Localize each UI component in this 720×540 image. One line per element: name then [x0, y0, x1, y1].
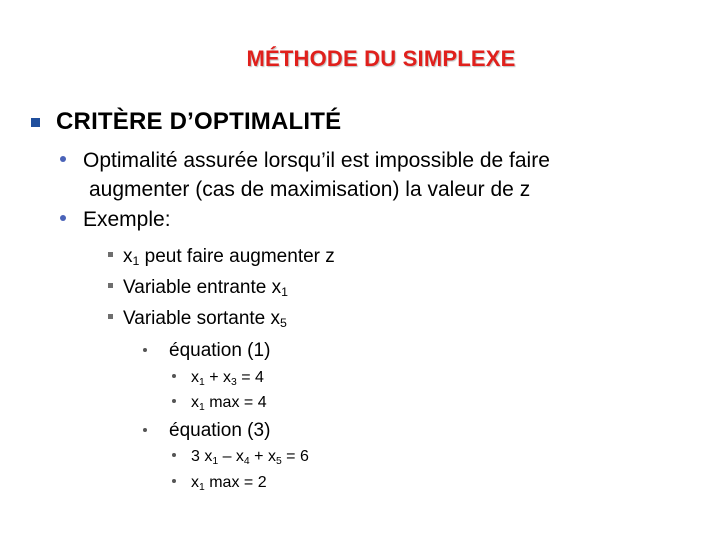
bullet-point-1 [60, 149, 550, 173]
square-bullet-icon [108, 283, 113, 288]
point1-line1: Optimalité assurée lorsqu’il est impossible de faire [83, 149, 550, 172]
slide-title: MÉTHODE DU SIMPLEXE [246, 46, 516, 71]
dot-bullet-icon [172, 399, 176, 403]
dot-bullet-icon [143, 428, 147, 432]
equation-1-label-row [143, 340, 270, 362]
equation-3-label: équation (3) [169, 420, 271, 441]
sub2-text: Variable entrante $x_1$ [123, 277, 288, 299]
square-bullet-icon [108, 252, 113, 257]
equation-3-line-2 [172, 474, 267, 492]
point2-text: Exemple: [83, 208, 171, 231]
equation-1-line-1-text: $x_1 + x_3 = 4$ [191, 369, 264, 388]
dot-bullet-icon [143, 348, 147, 352]
equation-1-line-1 [172, 369, 264, 387]
dot-bullet-icon [60, 215, 66, 221]
square-bullet-icon [108, 314, 113, 319]
point1-line2: augmenter (cas de maximisation) la valeur de z [89, 178, 531, 201]
section-heading [31, 108, 341, 136]
equation-3-line-2-text: $x_1$ max = 2 [191, 474, 267, 493]
sub-bullet-2 [108, 277, 288, 299]
sub1-text: $x_1$ peut faire augmenter z [123, 246, 335, 268]
square-bullet-icon [31, 118, 40, 127]
sub-bullet-3 [108, 308, 287, 330]
equation-3-label-row [143, 420, 270, 442]
dot-bullet-icon [172, 479, 176, 483]
dot-bullet-icon [60, 156, 66, 162]
dot-bullet-icon [172, 374, 176, 378]
dot-bullet-icon [172, 453, 176, 457]
equation-1-label: équation (1) [169, 340, 271, 361]
equation-3-line-1 [172, 448, 309, 466]
equation-1-line-2-text: $x_1$ max = 4 [191, 394, 267, 413]
heading-text: CRITÈRE D’OPTIMALITÉ [56, 108, 342, 135]
equation-1-line-2 [172, 394, 267, 412]
sub-bullet-1 [108, 246, 335, 268]
bullet-point-2 [60, 208, 171, 232]
equation-3-line-1-text: 3 $x_1 - x_4 + x_5 = 6$ [191, 448, 309, 467]
sub3-text: Variable sortante $x_5$ [123, 308, 287, 330]
bullet-point-1-continuation [89, 178, 530, 202]
